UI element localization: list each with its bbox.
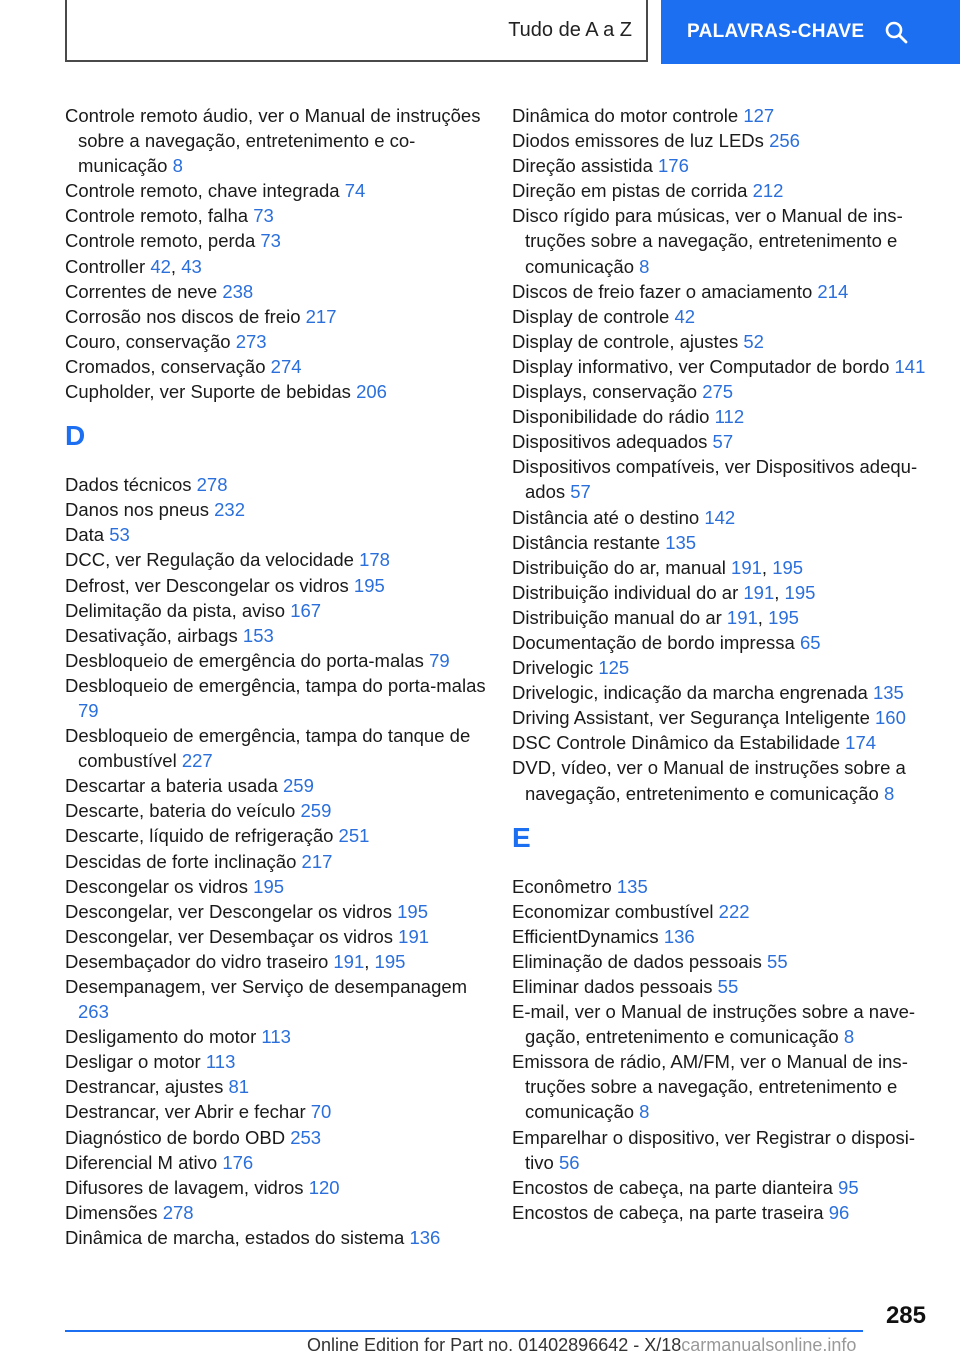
index-entry <box>512 655 932 680</box>
index-entry-text: Descarte, líquido de refrigeração <box>65 825 334 847</box>
index-entry <box>512 404 932 429</box>
index-entry <box>512 924 932 949</box>
index-entry <box>512 178 932 203</box>
index-entry-text: Distribuição do ar, manual <box>512 556 726 578</box>
index-entry <box>65 773 495 798</box>
page-reference-link[interactable]: 195 <box>253 875 285 897</box>
index-entry-text: Driving Assistant, ver Segurança Inteligente <box>512 707 870 729</box>
index-entry-text: Eliminar dados pessoais <box>512 976 713 997</box>
page-reference-link[interactable]: 127 <box>743 105 775 126</box>
page-reference-link[interactable]: 55 <box>767 950 788 972</box>
index-entry <box>512 128 932 153</box>
index-entry <box>65 354 495 379</box>
index-entry <box>512 153 932 178</box>
index-entry <box>65 304 495 329</box>
index-entry <box>65 1200 495 1225</box>
page-reference-link[interactable]: 43 <box>181 255 202 277</box>
index-entry-text: Desbloqueio de emergência, tampa do porta-malas <box>65 674 486 696</box>
index-entry <box>65 1099 495 1124</box>
page-reference-link[interactable]: 278 <box>196 474 228 496</box>
page-reference-link[interactable]: 56 <box>558 1151 580 1173</box>
index-entry: Distribuição do ar, manual 191, 195 <box>512 556 804 578</box>
page-reference-link[interactable]: 125 <box>598 657 630 679</box>
page-reference-link[interactable]: 8 <box>883 782 895 804</box>
page-reference-link[interactable]: 120 <box>308 1176 340 1198</box>
page-reference-link[interactable]: 135 <box>616 875 648 897</box>
index-entry-text: Distribuição manual do ar <box>512 606 722 628</box>
index-entry <box>512 630 932 655</box>
index-entry-text: Desligamento do motor <box>65 1026 257 1048</box>
page-reference-link[interactable]: 160 <box>875 707 906 729</box>
index-entry-text: Controller <box>65 255 146 277</box>
index-entry-text: Display de controle, ajustes <box>512 330 739 352</box>
index-entry-text: Desligar o motor <box>65 1051 201 1073</box>
index-entry-text: Dispositivos compatíveis, ver Dispositivos adequados <box>512 456 918 503</box>
index-entry <box>512 949 932 974</box>
index-entry-text: Dinâmica do motor controle <box>512 105 739 126</box>
index-entry: Distribuição individual do ar 191, 195 <box>512 581 816 603</box>
page-reference-link[interactable]: 53 <box>109 524 130 546</box>
page-reference-link[interactable]: 42 <box>150 255 171 277</box>
page-reference-link[interactable]: 217 <box>301 850 333 872</box>
page-reference-link[interactable]: 136 <box>663 925 695 947</box>
index-entry-text: Desativação, airbags <box>65 624 238 646</box>
index-entry-text: Data <box>65 524 105 546</box>
page-reference-link[interactable]: 195 <box>397 900 429 922</box>
page-reference-link[interactable]: 191 <box>743 581 775 603</box>
index-entry-text: Discos de freio fazer o amaciamento <box>512 280 813 302</box>
page-reference-link[interactable]: 141 <box>894 355 926 377</box>
index-entry <box>65 329 495 354</box>
index-entry <box>65 623 495 648</box>
index-entry-text: Descongelar os vidros <box>65 875 249 897</box>
index-entry <box>65 203 495 228</box>
index-entry-text: Distância restante <box>512 531 661 553</box>
index-entry-text: Couro, conservação <box>65 330 231 352</box>
index-entry <box>65 598 495 623</box>
index-entry-text: Controle remoto, falha <box>65 205 249 227</box>
index-entry-text: Dados técnicos <box>65 474 192 496</box>
page-reference-link[interactable]: 256 <box>769 130 800 152</box>
index-entry-text: Documentação de bordo impressa <box>512 631 795 653</box>
index-entry <box>512 1049 932 1124</box>
page-reference-link[interactable]: 191 <box>726 606 758 628</box>
index-entry <box>65 899 495 924</box>
page-reference-link[interactable]: 65 <box>799 631 821 653</box>
index-entry <box>512 505 932 530</box>
page-reference-link[interactable]: 153 <box>242 624 274 646</box>
page-reference-link[interactable]: 135 <box>665 531 697 553</box>
edition-footer <box>307 1335 856 1356</box>
page-reference-link[interactable]: 232 <box>214 499 246 521</box>
index-entry <box>65 1150 495 1175</box>
index-entry-text: DVD, vídeo, ver o Manual de instruções sobre a navegação, entretenimento e comunicação <box>512 757 906 804</box>
index-entry: Desembaçador do vidro traseiro 191, 195 <box>65 950 406 972</box>
index-entry-text: Controle remoto, chave integrada <box>65 180 340 202</box>
index-entry <box>65 723 495 773</box>
index-entry <box>65 874 495 899</box>
index-entry-text: Diagnóstico de bordo OBD <box>65 1126 286 1148</box>
index-entry <box>65 547 495 572</box>
footer-divider <box>65 1330 863 1332</box>
index-entry-text: Encostos de cabeça, na parte traseira <box>512 1201 824 1223</box>
index-entry-text: Direção em pistas de corrida <box>512 180 748 202</box>
index-entry-text: Correntes de neve <box>65 280 218 302</box>
index-entry-text: Display de controle <box>512 305 670 327</box>
index-entry-text: Dinâmica de marcha, estados do sistema <box>65 1226 405 1248</box>
index-entry <box>512 874 932 899</box>
index-entry <box>65 1125 495 1150</box>
index-entry-text: Danos nos pneus <box>65 499 209 521</box>
index-entry-text: Eliminação de dados pessoais <box>512 950 762 972</box>
index-entry <box>512 1200 932 1225</box>
index-entry <box>512 304 932 329</box>
index-entry-text: Dimensões <box>65 1201 158 1223</box>
search-icon[interactable] <box>884 20 908 44</box>
index-entry <box>65 798 495 823</box>
index-entry-text: Desembaçador do vidro traseiro <box>65 950 329 972</box>
index-entry-text: Encostos de cabeça, na parte dianteira <box>512 1176 833 1198</box>
index-entry-text: Displays, conservação <box>512 381 698 403</box>
tab-a-to-z[interactable] <box>65 0 648 62</box>
index-entry-text: Cupholder, ver Suporte de bebidas <box>65 381 351 403</box>
index-entry <box>65 648 495 673</box>
page-reference-link[interactable]: 57 <box>570 481 591 503</box>
page-reference-link[interactable]: 259 <box>300 800 332 822</box>
index-entry <box>512 454 932 504</box>
index-entry <box>512 999 932 1049</box>
page-reference-link[interactable]: 174 <box>845 732 877 754</box>
page-reference-link[interactable]: 195 <box>772 556 804 578</box>
index-entry <box>65 472 495 497</box>
page-reference-link[interactable]: 253 <box>290 1126 322 1148</box>
index-entry <box>512 103 932 128</box>
index-entry <box>512 899 932 924</box>
index-entry: Distribuição manual do ar 191, 195 <box>512 606 799 628</box>
index-entry-text: DSC Controle Dinâmico da Estabilidade <box>512 732 841 754</box>
page-reference-link[interactable]: 251 <box>338 825 370 847</box>
index-entry <box>512 530 932 555</box>
index-entry-text: Econômetro <box>512 875 612 897</box>
page-reference-link[interactable]: 74 <box>344 180 366 202</box>
index-entry-text: Descidas de forte inclinação <box>65 850 297 872</box>
index-entry-text: Distribuição individual do ar <box>512 581 739 603</box>
page-reference-link[interactable]: 96 <box>828 1201 850 1223</box>
page-reference-link[interactable]: 81 <box>228 1076 250 1098</box>
index-entry-text: Delimitação da pista, aviso <box>65 599 286 621</box>
index-entry-text: Dispositivos adequados <box>512 431 708 453</box>
page-reference-link[interactable]: 113 <box>261 1026 291 1048</box>
page-reference-link[interactable]: 142 <box>704 506 736 528</box>
section-letter-heading: D <box>65 420 86 452</box>
index-entry-text: Controle remoto, perda <box>65 230 256 252</box>
index-entry <box>65 228 495 253</box>
index-entry-text: Descongelar, ver Descongelar os vidros <box>65 900 392 922</box>
index-entry-text: Disco rígido para músicas, ver o Manual de instruções sobre a navegação, entretenimento e comunicação <box>512 205 903 277</box>
index-entry <box>65 1074 495 1099</box>
page-reference-link[interactable]: 217 <box>305 305 337 327</box>
page-reference-link[interactable]: 195 <box>784 581 816 603</box>
page-reference-link[interactable]: 8 <box>639 1101 650 1123</box>
index-entry <box>512 705 932 730</box>
index-entry <box>65 522 495 547</box>
index-entry-text: DCC, ver Regulação da velocidade <box>65 549 354 571</box>
page-reference-link[interactable]: 275 <box>702 381 734 403</box>
page-reference-link[interactable]: 73 <box>260 230 281 252</box>
index-entry <box>512 354 932 379</box>
index-entry-text: Drivelogic <box>512 657 594 679</box>
index-entry-text: Economizar combustível <box>512 900 714 922</box>
index-entry <box>65 379 495 404</box>
index-entry-text: Descarte, bateria do veículo <box>65 800 296 822</box>
page-reference-link[interactable]: 238 <box>222 280 254 302</box>
page-reference-link[interactable]: 70 <box>310 1101 332 1123</box>
page-reference-link[interactable]: 8 <box>843 1026 855 1048</box>
page-reference-link[interactable]: 73 <box>253 205 274 227</box>
index-entry-text: Difusores de lavagem, vidros <box>65 1176 304 1198</box>
index-entry-text: Destrancar, ver Abrir e fechar <box>65 1101 306 1123</box>
index-entry-text: Disponibilidade do rádio <box>512 406 710 428</box>
index-entry-text: Defrost, ver Descongelar os vidros <box>65 574 349 596</box>
page-reference-link[interactable]: 135 <box>872 682 904 704</box>
index-entry <box>65 673 495 723</box>
index-entry <box>65 823 495 848</box>
index-entry-text: E-mail, ver o Manual de instruções sobre a navegação, entretenimento e comunicação <box>512 1001 916 1048</box>
page-reference-link[interactable]: 274 <box>270 355 302 377</box>
index-entry <box>512 1175 932 1200</box>
page-reference-link[interactable]: 259 <box>283 775 314 797</box>
page-reference-link[interactable]: 176 <box>222 1151 254 1173</box>
index-entry <box>65 1024 495 1049</box>
index-entry <box>65 1225 495 1250</box>
page-reference-link[interactable]: 191 <box>398 925 430 947</box>
index-entry-text: EfficientDynamics <box>512 925 659 947</box>
index-entry <box>65 279 495 304</box>
section-letter-heading: E <box>512 821 531 853</box>
index-entry-text: Emissora de rádio, AM/FM, ver o Manual de instruções sobre a navegação, entretenimento e comunicação <box>512 1051 908 1123</box>
page-reference-link[interactable]: 191 <box>731 556 762 578</box>
index-entry-text: Descongelar, ver Desembaçar os vidros <box>65 925 394 947</box>
index-entry <box>65 178 495 203</box>
index-entry <box>512 974 932 999</box>
top-navigation <box>65 0 960 64</box>
index-entry-text: Diodos emissores de luz LEDs <box>512 130 764 152</box>
page-reference-link[interactable]: 8 <box>172 155 183 177</box>
page-reference-link[interactable]: 227 <box>181 750 213 772</box>
page-reference-link[interactable]: 206 <box>356 381 387 403</box>
index-entry <box>65 1175 495 1200</box>
page-reference-link[interactable]: 222 <box>718 900 750 922</box>
page-reference-link[interactable]: 263 <box>78 1001 109 1023</box>
index-entry <box>512 1125 932 1175</box>
index-entry <box>65 849 495 874</box>
index-entry-text: Distância até o destino <box>512 506 700 528</box>
index-entry <box>65 103 495 178</box>
tab-a-to-z-label: Tudo de A a Z <box>508 18 632 41</box>
edition-text: Online Edition for Part no. 01402896642 - X/18 <box>307 1335 682 1355</box>
index-entry <box>512 730 932 755</box>
page-reference-link[interactable]: 79 <box>78 699 99 721</box>
page-reference-link[interactable]: 195 <box>768 606 799 628</box>
index-entry <box>65 573 495 598</box>
index-entry-text: Destrancar, ajustes <box>65 1076 224 1098</box>
index-entry-text: Display informativo, ver Computador de bordo <box>512 355 890 377</box>
page-reference-link[interactable]: 52 <box>743 330 764 352</box>
page-reference-link[interactable]: 55 <box>717 976 739 997</box>
index-entry-text: Controle remoto áudio, ver o Manual de instruções sobre a navegação, entretenimento e comunicação <box>65 105 481 177</box>
index-entry-text: Emparelhar o dispositivo, ver Registrar o dispositivo <box>512 1126 916 1173</box>
index-entry-text: Direção assistida <box>512 155 653 177</box>
index-entry-text: Desbloqueio de emergência do porta-malas <box>65 649 424 671</box>
index-entry <box>512 379 932 404</box>
page-reference-link[interactable]: 167 <box>290 599 322 621</box>
index-entry: Controller 42, 43 <box>65 255 202 277</box>
page-reference-link[interactable]: 79 <box>429 649 450 671</box>
index-entry <box>512 429 932 454</box>
index-entry-text: Drivelogic, indicação da marcha engrenada <box>512 682 868 704</box>
page-reference-link[interactable]: 57 <box>712 431 734 453</box>
page-reference-link[interactable]: 214 <box>817 280 849 302</box>
index-entry <box>65 924 495 949</box>
index-entry <box>512 755 932 805</box>
page-reference-link[interactable]: 212 <box>752 180 784 202</box>
index-entry <box>512 279 932 304</box>
tab-keywords[interactable] <box>661 0 960 64</box>
index-entry-text: Descartar a bateria usada <box>65 775 278 797</box>
index-entry-text: Desbloqueio de emergência, tampa do tanque de combustível <box>65 725 471 772</box>
page-reference-link[interactable]: 195 <box>353 574 385 596</box>
index-column-left <box>65 103 495 1250</box>
page-reference-link[interactable]: 113 <box>205 1051 236 1073</box>
page-reference-link[interactable]: 176 <box>658 155 689 177</box>
tab-keywords-label: PALAVRAS-CHAVE <box>687 21 865 42</box>
page-reference-link[interactable]: 95 <box>838 1176 859 1198</box>
index-column-right <box>512 103 932 1225</box>
index-entry <box>512 329 932 354</box>
page-number: 285 <box>885 1302 926 1329</box>
index-entry-text: Desempanagem, ver Serviço de desempanagem <box>65 976 468 997</box>
watermark: carmanualsonline.info <box>681 1335 857 1355</box>
page-reference-link[interactable]: 273 <box>235 330 267 352</box>
index-entry-text: Cromados, conservação <box>65 355 266 377</box>
index-entry <box>512 203 932 278</box>
index-entry <box>65 974 495 1024</box>
page-reference-link[interactable]: 278 <box>162 1201 194 1223</box>
page-reference-link[interactable]: 136 <box>409 1226 441 1248</box>
index-entry <box>512 680 932 705</box>
page-reference-link[interactable]: 112 <box>714 406 745 428</box>
page-reference-link[interactable]: 42 <box>674 305 696 327</box>
index-entry <box>65 497 495 522</box>
index-entry-text: Corrosão nos discos de freio <box>65 305 301 327</box>
page-reference-link[interactable]: 178 <box>359 549 390 571</box>
page-reference-link[interactable]: 8 <box>639 255 650 277</box>
index-entry-text: Diferencial M ativo <box>65 1151 218 1173</box>
index-entry <box>65 1049 495 1074</box>
page-reference-link[interactable]: 191 <box>333 950 365 972</box>
page-reference-link[interactable]: 195 <box>374 950 406 972</box>
